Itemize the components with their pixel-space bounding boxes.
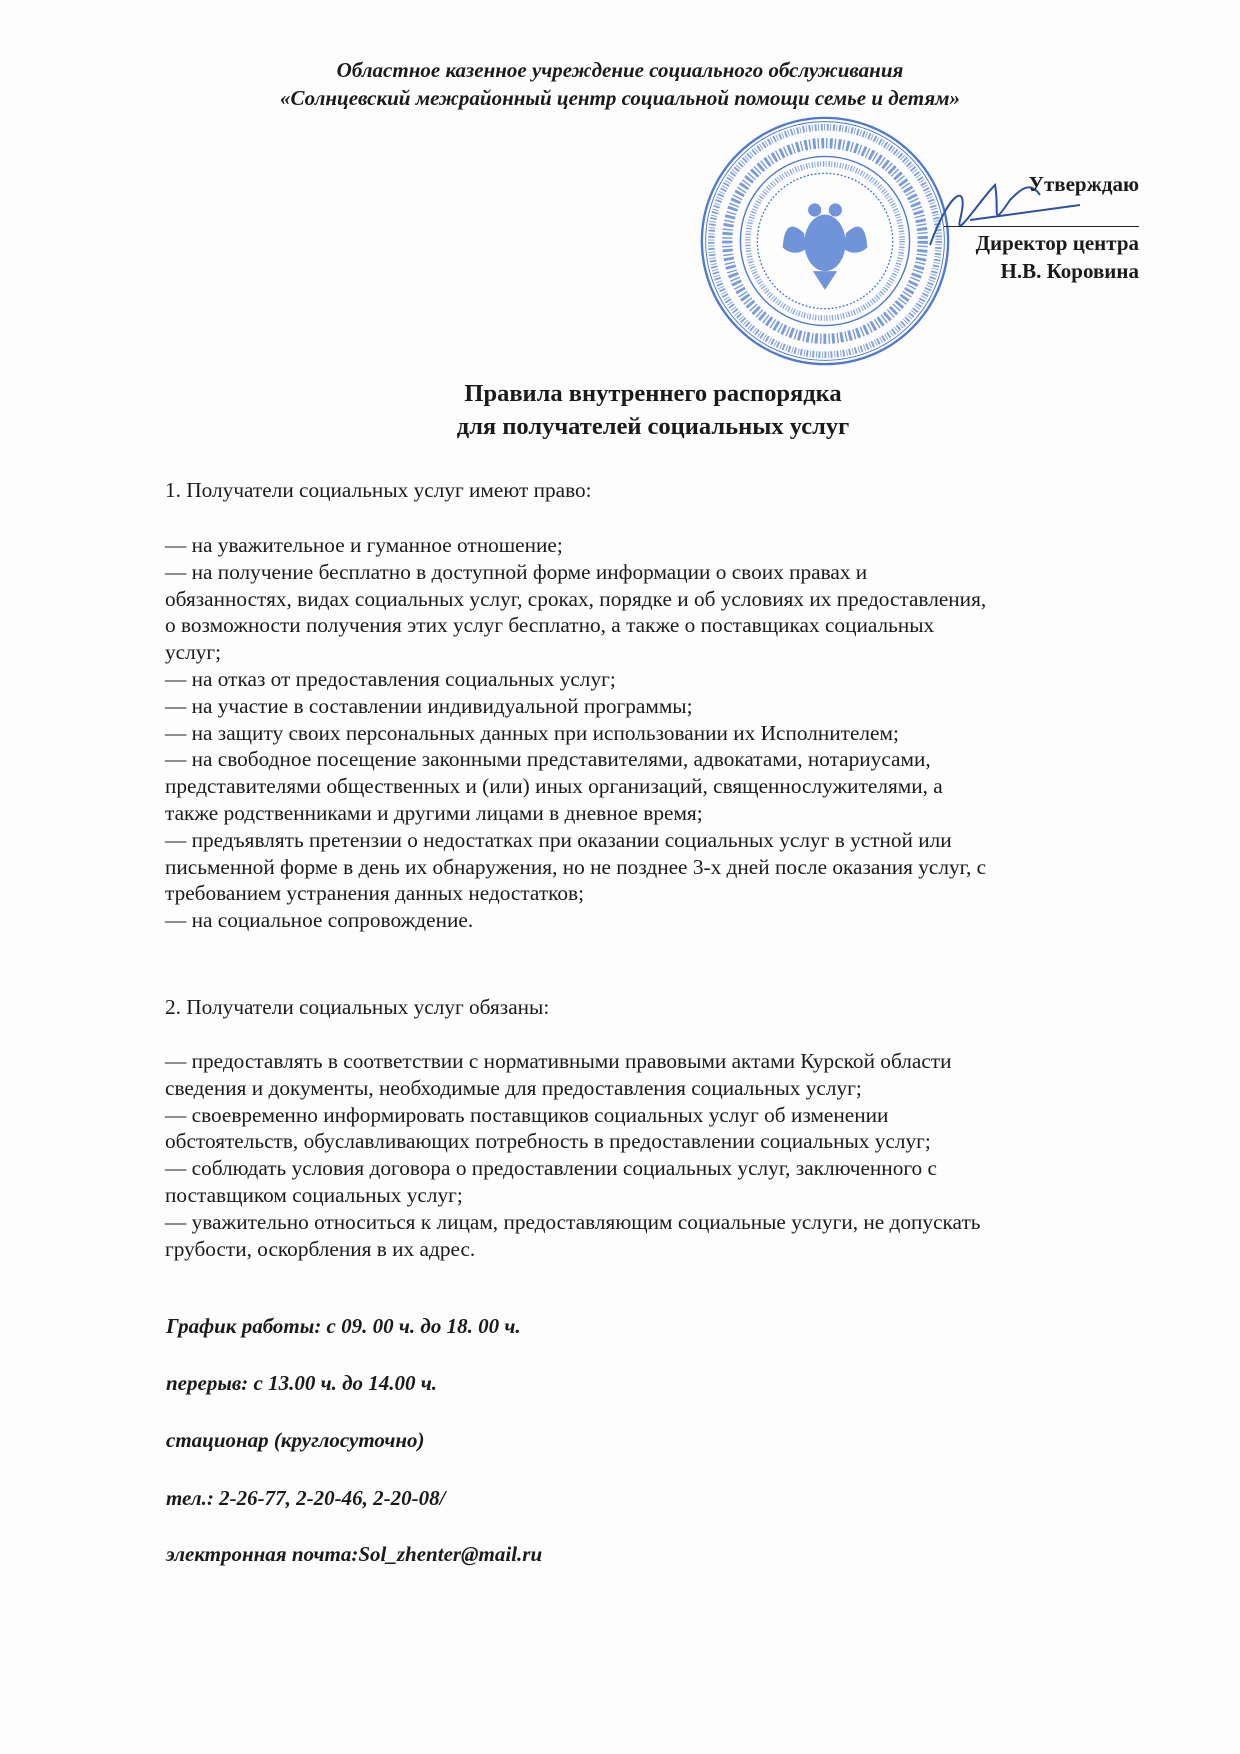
text-line: — предоставлять в соответствии с нормативными правовыми актами Курской области [165, 1049, 952, 1073]
section2-heading: 2. Получатели социальных услуг обязаны: [165, 995, 550, 1019]
text-line: также родственниками и другими лицами в дневное время; [165, 800, 703, 825]
text-line: — на уважительное и гуманное отношение; [165, 533, 563, 557]
text-line: — своевременно информировать поставщиков социальных услуг об изменении [165, 1102, 889, 1127]
text-line: — на социальное сопровождение. [165, 908, 474, 933]
text-line: поставщиком социальных услуг; [165, 1182, 463, 1207]
section2-obligations-list [165, 1048, 980, 1262]
signature-line [944, 226, 1139, 227]
text-line: — на свободное посещение законными представителями, адвокатами, нотариусами, [165, 747, 931, 772]
eagle-emblem-icon [783, 203, 868, 289]
phone-numbers: тел.: 2-26-77, 2-20-46, 2-20-08/ [166, 1486, 446, 1510]
org-name-line1: Областное казенное учреждение социального обслуживания [336, 58, 904, 82]
inpatient-hours: стационар (круглосуточно) [166, 1428, 425, 1452]
text-line: — предъявлять претензии о недостатках при оказании социальных услуг в устной или [165, 827, 952, 852]
text-line: — на получение бесплатно в доступной форме информации о своих правах и [165, 559, 868, 584]
text-line: — на отказ от предоставления социальных услуг; [165, 666, 616, 691]
text-line: письменной форме в день их обнаружения, но не позднее 3-х дней после оказания услуг, с [165, 854, 987, 879]
doc-title-line1: Правила внутреннего распорядка [464, 380, 842, 407]
approver-name: Н.В. Коровина [1000, 259, 1139, 283]
org-name-line2: «Солнцевский межрайонный центр социальной помощи семье и детям» [279, 86, 961, 110]
work-schedule: График работы: с 09. 00 ч. до 18. 00 ч. [166, 1314, 521, 1338]
text-line: представителями общественных и (или) иных организаций, священнослужителями, а [165, 774, 943, 799]
section1-rights-list [165, 532, 986, 934]
section1-heading: 1. Получатели социальных услуг имеют право: [165, 478, 592, 502]
text-line: услуг; [165, 640, 222, 665]
break-time: перерыв: с 13.00 ч. до 14.00 ч. [166, 1371, 438, 1395]
text-line: — уважительно относиться к лицам, предоставляющим социальные услуги, не допускать [165, 1209, 981, 1234]
approve-label: Утверждаю [1028, 172, 1139, 196]
approver-position: Директор центра [975, 231, 1139, 255]
text-line: обстоятельств, обуславливающих потребность в предоставлении социальных услуг; [165, 1129, 931, 1154]
text-line: — соблюдать условия договора о предоставлении социальных услуг, заключенного с [165, 1156, 937, 1181]
text-line: — на защиту своих персональных данных при использовании их Исполнителем; [165, 720, 899, 745]
text-line: сведения и документы, необходимые для предоставления социальных услуг; [165, 1075, 862, 1100]
text-line: о возможности получения этих услуг бесплатно, а также о поставщиках социальных [165, 613, 935, 638]
text-line: грубости, оскорбления в их адрес. [165, 1236, 476, 1261]
text-line: требованием устранения данных недостатков; [165, 881, 585, 906]
email-address: электронная почта:Sol_zhenter@mail.ru [166, 1542, 543, 1566]
text-line: — на участие в составлении индивидуальной программы; [165, 693, 693, 718]
doc-title-line2: для получателей социальных услуг [456, 413, 850, 440]
text-line: обязанностях, видах социальных услуг, сроках, порядке и об условиях их предоставления, [165, 586, 987, 611]
